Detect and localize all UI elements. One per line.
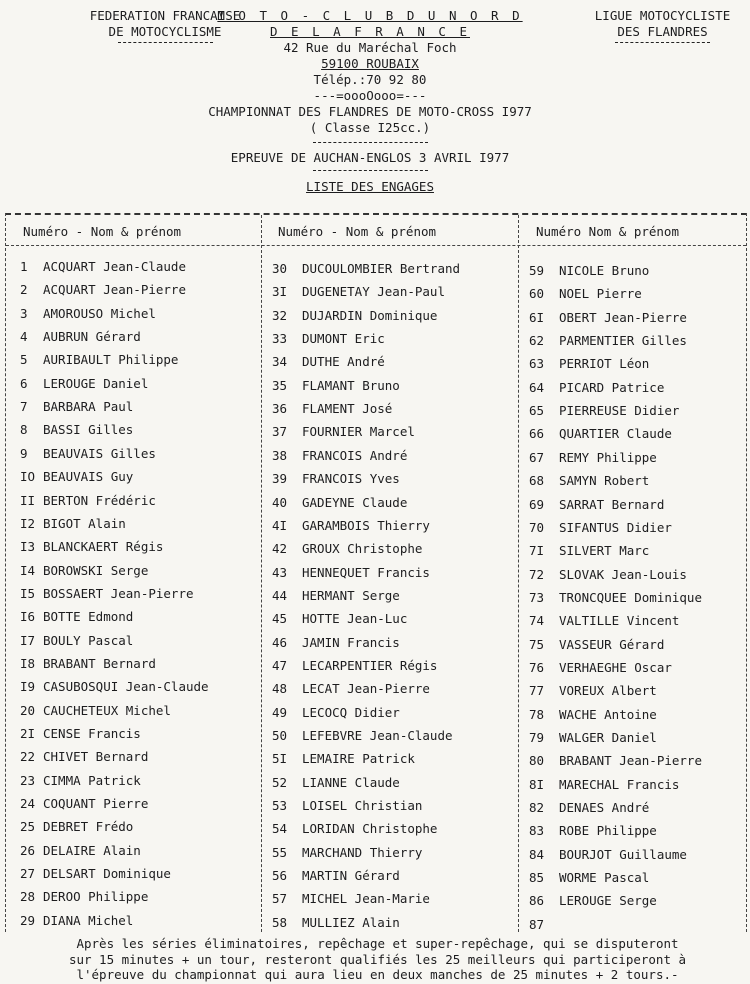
entry-number: 45 — [272, 611, 288, 627]
entry-number: 60 — [529, 286, 545, 302]
entry-number: 48 — [272, 681, 288, 697]
entry-row — [272, 354, 512, 370]
entry-number: I6 — [20, 609, 36, 625]
club-address: 42 Rue du Maréchal Foch — [283, 40, 457, 55]
entry-number: 36 — [272, 401, 288, 417]
entry-row — [20, 633, 260, 649]
entry-number: 7 — [20, 399, 28, 415]
entry-number: 72 — [529, 566, 545, 582]
entry-name: REMY Philippe — [559, 449, 657, 465]
entry-number: 5I — [272, 751, 288, 767]
entry-name: LEROUGE Daniel — [43, 375, 149, 391]
entry-row — [529, 637, 750, 653]
entry-row — [272, 611, 512, 627]
entry-row — [20, 609, 260, 625]
entry-name: BOURJOT Guillaume — [559, 846, 687, 862]
entry-number: 7I — [529, 543, 545, 559]
entry-name: BIGOT Alain — [43, 515, 126, 531]
entry-name: DUGENETAY Jean-Paul — [302, 284, 445, 300]
entry-row — [272, 891, 512, 907]
entry-number: 47 — [272, 657, 288, 673]
entry-name: MULLIEZ Alain — [302, 914, 400, 930]
entry-number: 64 — [529, 379, 545, 395]
entry-name: CIMMA Patrick — [43, 772, 141, 788]
entry-number: 40 — [272, 494, 288, 510]
entry-row — [529, 823, 750, 839]
entry-row — [272, 308, 512, 324]
entry-number: 1 — [20, 259, 28, 274]
entry-row — [272, 775, 512, 791]
entry-name: LEMAIRE Patrick — [302, 751, 415, 767]
event-title: EPREUVE DE AUCHAN-ENGLOS 3 AVRIL I977 — [230, 150, 510, 165]
entry-name: HOTTE Jean-Luc — [302, 611, 408, 627]
entry-row — [20, 352, 260, 368]
entry-row — [272, 261, 512, 277]
column-3-heading: Numéro Nom & prénom — [536, 224, 679, 239]
entry-row — [20, 866, 260, 882]
footer-line-3: l'épreuve du championnat qui aura lieu en deux manches de 25 minutes + 2 tours.- — [76, 967, 679, 982]
entry-name: GROUX Christophe — [302, 541, 423, 557]
entry-row — [20, 446, 260, 462]
league-rule — [615, 42, 710, 43]
entry-name: PIERREUSE Didier — [559, 403, 680, 419]
entry-number: 57 — [272, 891, 288, 907]
entry-number: 39 — [272, 471, 288, 487]
entry-name: BOROWSKI Serge — [43, 562, 149, 578]
entry-row — [20, 726, 260, 742]
entry-row — [529, 520, 750, 536]
entry-row — [20, 749, 260, 765]
entry-number: 28 — [20, 889, 36, 905]
entry-row — [20, 773, 260, 789]
entry-row — [20, 586, 260, 602]
entry-name: VOREUX Albert — [559, 683, 657, 699]
entry-number: 23 — [20, 772, 36, 788]
entry-number: 44 — [272, 587, 288, 603]
entry-row — [20, 282, 260, 298]
entry-row — [272, 448, 512, 464]
entry-number: 6 — [20, 375, 28, 391]
entry-number: 68 — [529, 473, 545, 489]
entry-number: 49 — [272, 704, 288, 720]
entry-row — [20, 399, 260, 415]
entry-row — [20, 469, 260, 485]
entry-number: 46 — [272, 634, 288, 650]
entries-table — [5, 213, 747, 932]
entry-name: VALTILLE Vincent — [559, 613, 680, 629]
entry-row — [20, 376, 260, 392]
entry-number: 3I — [272, 284, 288, 300]
entry-name: LEFEBVRE Jean-Claude — [302, 728, 453, 743]
entry-name: HERMANT Serge — [302, 587, 400, 603]
entry-name: ACQUART Jean-Pierre — [43, 282, 186, 298]
entry-name: OBERT Jean-Pierre — [559, 309, 687, 325]
entry-row — [272, 284, 512, 300]
entry-row — [529, 917, 750, 933]
entry-number: 65 — [529, 403, 545, 419]
entry-name: BRABANT Bernard — [43, 655, 156, 671]
entry-name: COQUANT Pierre — [43, 796, 149, 812]
entry-name: QUARTIER Claude — [559, 426, 672, 442]
entry-name: AUBRUN Gérard — [43, 329, 141, 345]
entry-row — [529, 497, 750, 513]
entry-name: DELSART Dominique — [43, 866, 171, 882]
entry-number: I4 — [20, 562, 36, 578]
entry-number: 66 — [529, 426, 545, 442]
entry-number: 38 — [272, 447, 288, 463]
entry-number: 32 — [272, 307, 288, 323]
entry-name: MARECHAL Francis — [559, 776, 680, 792]
entry-name: TRONCQUEE Dominique — [559, 589, 702, 605]
entry-name: JAMIN Francis — [302, 634, 400, 650]
entry-name: DEBRET Frédo — [43, 819, 134, 835]
club-name-line-2: D E L A F R A N C E — [270, 24, 470, 39]
entry-row — [529, 403, 750, 419]
entry-row — [272, 635, 512, 651]
entry-number: 50 — [272, 728, 288, 743]
entry-name: SILVERT Marc — [559, 543, 650, 559]
club-city: 59100 ROUBAIX — [321, 56, 419, 71]
entry-row — [20, 563, 260, 579]
entry-row — [272, 821, 512, 837]
entry-number: I7 — [20, 632, 36, 648]
entry-row — [20, 843, 260, 859]
entry-row — [529, 286, 750, 302]
entry-name: DUCOULOMBIER Bertrand — [302, 261, 461, 276]
entry-row — [272, 331, 512, 347]
footer-line-1: Après les séries éliminatoires, repêchage et super-repêchage, qui se disputeront — [76, 936, 679, 951]
entry-number: 55 — [272, 844, 288, 860]
entry-name: PERRIOT Léon — [559, 356, 650, 372]
column-2-heading: Numéro - Nom & prénom — [278, 224, 437, 239]
entry-number: I9 — [20, 679, 36, 695]
entry-row — [20, 329, 260, 345]
entry-row — [272, 424, 512, 440]
entry-number: 79 — [529, 730, 545, 745]
entry-row — [20, 889, 260, 905]
entry-name: DIANA Michel — [43, 912, 134, 928]
entry-number: 58 — [272, 914, 288, 930]
entry-number: 20 — [20, 702, 36, 718]
entry-number: 42 — [272, 541, 288, 557]
entry-number: 6I — [529, 309, 545, 325]
league-line-2: DES FLANDRES — [617, 24, 708, 39]
entry-name: ROBE Philippe — [559, 823, 657, 839]
entry-row — [272, 868, 512, 884]
entry-number: 2I — [20, 726, 36, 741]
entry-number: 26 — [20, 842, 36, 858]
entry-number: 75 — [529, 636, 545, 652]
entry-number: 22 — [20, 749, 36, 765]
entry-name: NICOLE Bruno — [559, 263, 650, 278]
league-header — [575, 8, 750, 43]
entry-name: GARAMBOIS Thierry — [302, 517, 430, 533]
entry-name: PICARD Patrice — [559, 379, 665, 395]
federation-line-1: FEDERATION FRANCAISE — [89, 8, 241, 23]
entry-row — [20, 913, 260, 929]
entry-row — [529, 893, 750, 909]
entry-row — [272, 518, 512, 534]
entry-number: 27 — [20, 866, 36, 882]
entry-number: 34 — [272, 354, 288, 370]
entry-name: ACQUART Jean-Claude — [43, 259, 186, 274]
entry-number: 77 — [529, 683, 545, 699]
entry-number: 2 — [20, 282, 28, 298]
club-name-line-1: M O T O - C L U B D U N O R D — [217, 8, 523, 23]
entry-number: 74 — [529, 613, 545, 629]
entry-row — [272, 471, 512, 487]
entry-name: AMOROUSO Michel — [43, 305, 156, 321]
entry-row — [20, 516, 260, 532]
entry-number: 25 — [20, 819, 36, 835]
entry-name: SAMYN Robert — [559, 473, 650, 489]
entry-row — [272, 541, 512, 557]
entry-number: 63 — [529, 356, 545, 372]
entry-name: GADEYNE Claude — [302, 494, 408, 510]
entry-row — [529, 870, 750, 886]
entry-name: BRABANT Jean-Pierre — [559, 753, 702, 769]
entry-row — [529, 777, 750, 793]
entry-row — [529, 310, 750, 326]
entry-name: BLANCKAERT Régis — [43, 539, 164, 555]
entry-name: LORIDAN Christophe — [302, 821, 438, 837]
entry-row — [529, 683, 750, 699]
entry-name: BEAUVAIS Guy — [43, 469, 134, 485]
entry-number: 84 — [529, 846, 545, 862]
entry-row — [272, 658, 512, 674]
entry-row — [272, 845, 512, 861]
entry-row — [529, 473, 750, 489]
club-phone: Télép.:70 92 80 — [313, 72, 427, 87]
entry-number: 59 — [529, 263, 545, 278]
entry-row — [529, 847, 750, 863]
entry-number: 52 — [272, 774, 288, 790]
entry-number: 30 — [272, 261, 288, 276]
entry-name: LOISEL Christian — [302, 798, 423, 814]
entry-number: 87 — [529, 916, 545, 932]
entry-row — [20, 703, 260, 719]
footer-note — [15, 936, 740, 983]
entry-name: LECOCQ Didier — [302, 704, 400, 720]
entry-number: 67 — [529, 449, 545, 465]
entry-row — [529, 356, 750, 372]
entry-row — [529, 263, 750, 279]
entry-name: VERHAEGHE Oscar — [559, 659, 672, 675]
entry-number: 37 — [272, 424, 288, 440]
column-separator — [261, 215, 262, 932]
footer-line-2: sur 15 minutes + un tour, resteront qualifiés les 25 meilleurs qui participeront à — [68, 951, 687, 967]
entry-name: CAUCHETEUX Michel — [43, 702, 171, 718]
championship-title: CHAMPIONNAT DES FLANDRES DE MOTO-CROSS I977 — [208, 104, 532, 119]
entry-name: BARBARA Paul — [43, 399, 134, 415]
entry-number: I8 — [20, 655, 36, 671]
entry-number: 24 — [20, 796, 36, 812]
entry-row — [529, 753, 750, 769]
entry-name: DELAIRE Alain — [43, 842, 141, 858]
entry-number: I5 — [20, 585, 36, 601]
entry-name: FOURNIER Marcel — [302, 424, 415, 440]
entry-row — [272, 401, 512, 417]
entry-name: BASSI Gilles — [43, 422, 134, 438]
entry-row — [20, 819, 260, 835]
entry-number: 62 — [529, 333, 545, 349]
entry-row — [20, 422, 260, 438]
entry-number: 29 — [20, 912, 36, 928]
entry-number: 70 — [529, 519, 545, 535]
entry-name: AURIBAULT Philippe — [43, 352, 179, 368]
event-rule — [313, 170, 428, 176]
entry-name: FLAMENT José — [302, 401, 393, 417]
entry-number: 4I — [272, 517, 288, 533]
entry-row — [20, 656, 260, 672]
entry-number: 3 — [20, 305, 28, 321]
entry-name: LECAT Jean-Pierre — [302, 681, 430, 697]
entry-row — [272, 495, 512, 511]
entry-name: MARTIN Gérard — [302, 868, 400, 884]
entry-row — [272, 728, 512, 744]
entry-row — [272, 751, 512, 767]
entry-name: LIANNE Claude — [302, 774, 400, 790]
entry-name: BOSSAERT Jean-Pierre — [43, 585, 194, 601]
entry-number: IO — [20, 469, 36, 485]
entry-row — [529, 543, 750, 559]
entry-name: LEROUGE Serge — [559, 893, 657, 909]
entry-name: CENSE Francis — [43, 726, 141, 741]
entry-name: SARRAT Bernard — [559, 496, 665, 512]
federation-line-2: DE MOTOCYCLISME — [108, 24, 222, 39]
entry-row — [272, 681, 512, 697]
column-1-heading: Numéro - Nom & prénom — [23, 224, 182, 239]
entry-name: BOULY Pascal — [43, 632, 134, 648]
entry-number: 56 — [272, 868, 288, 884]
entry-name: CHIVET Bernard — [43, 749, 149, 765]
entry-row — [529, 590, 750, 606]
entry-number: 9 — [20, 445, 28, 461]
list-title: LISTE DES ENGAGES — [306, 179, 434, 194]
entry-row — [20, 539, 260, 555]
entry-name: VASSEUR Gérard — [559, 636, 665, 652]
header-separator: ---=oooOooo=--- — [313, 88, 427, 103]
entry-name: MARCHAND Thierry — [302, 844, 423, 860]
entry-row — [529, 426, 750, 442]
entry-number: II — [20, 492, 36, 508]
entry-row — [272, 798, 512, 814]
entry-row — [529, 333, 750, 349]
entry-row — [20, 259, 260, 275]
entry-number: 35 — [272, 377, 288, 393]
entry-name: WACHE Antoine — [559, 706, 657, 722]
entry-number: 8 — [20, 422, 28, 438]
entry-name: SLOVAK Jean-Louis — [559, 566, 687, 582]
class-rule — [313, 142, 428, 148]
entry-row — [20, 493, 260, 509]
entry-number: 4 — [20, 329, 28, 345]
entry-name: HENNEQUET Francis — [302, 564, 430, 580]
entry-name: WALGER Daniel — [559, 730, 657, 745]
entry-name: BOTTE Edmond — [43, 609, 134, 625]
entry-row — [20, 796, 260, 812]
column-separator — [518, 215, 519, 932]
entry-row — [272, 915, 512, 931]
entry-name: FLAMANT Bruno — [302, 377, 400, 393]
entry-number: 76 — [529, 659, 545, 675]
entry-name: CASUBOSQUI Jean-Claude — [43, 679, 209, 695]
entry-row — [272, 565, 512, 581]
entry-name: MICHEL Jean-Marie — [302, 891, 430, 907]
class-label: ( Classe I25cc.) — [309, 120, 431, 135]
entry-number: 86 — [529, 893, 545, 909]
entry-row — [529, 800, 750, 816]
entry-row — [529, 730, 750, 746]
entry-name: DENAES André — [559, 800, 650, 816]
entry-number: 5 — [20, 352, 28, 368]
entry-row — [272, 705, 512, 721]
entry-number: 78 — [529, 706, 545, 722]
entry-name: NOEL Pierre — [559, 286, 642, 302]
entry-name: SIFANTUS Didier — [559, 519, 672, 535]
entry-number: I2 — [20, 515, 36, 531]
entry-row — [529, 380, 750, 396]
league-line-1: LIGUE MOTOCYCLISTE — [594, 8, 731, 23]
entry-name: DEROO Philippe — [43, 889, 149, 905]
entry-name: LECARPENTIER Régis — [302, 657, 438, 673]
entry-row — [529, 450, 750, 466]
entry-number: 82 — [529, 800, 545, 816]
entry-number: I3 — [20, 539, 36, 555]
entry-number: 80 — [529, 753, 545, 769]
entry-row — [529, 567, 750, 583]
entry-row — [20, 306, 260, 322]
entry-name: DUJARDIN Dominique — [302, 307, 438, 323]
entry-name: BERTON Frédéric — [43, 492, 156, 508]
entry-number: 43 — [272, 564, 288, 580]
entry-row — [529, 660, 750, 676]
entry-number: 85 — [529, 870, 545, 886]
table-head-rule — [6, 245, 746, 246]
entry-name: WORME Pascal — [559, 870, 650, 886]
entry-number: 73 — [529, 589, 545, 605]
entry-number: 54 — [272, 821, 288, 837]
entry-row — [529, 707, 750, 723]
entry-name: DUTHE André — [302, 354, 385, 370]
entry-number: 33 — [272, 331, 288, 347]
entry-row — [272, 378, 512, 394]
entry-row — [529, 613, 750, 629]
entry-row — [20, 679, 260, 695]
entry-number: 83 — [529, 823, 545, 839]
entry-name: FRANCOIS Yves — [302, 471, 400, 487]
entry-number: 53 — [272, 798, 288, 814]
entry-name: FRANCOIS André — [302, 447, 408, 463]
entry-name: PARMENTIER Gilles — [559, 333, 687, 349]
entry-row — [272, 588, 512, 604]
entry-name: DUMONT Eric — [302, 331, 385, 347]
entry-name: BEAUVAIS Gilles — [43, 445, 156, 461]
entry-number: 8I — [529, 776, 545, 792]
entry-number: 69 — [529, 496, 545, 512]
club-header — [195, 8, 545, 195]
